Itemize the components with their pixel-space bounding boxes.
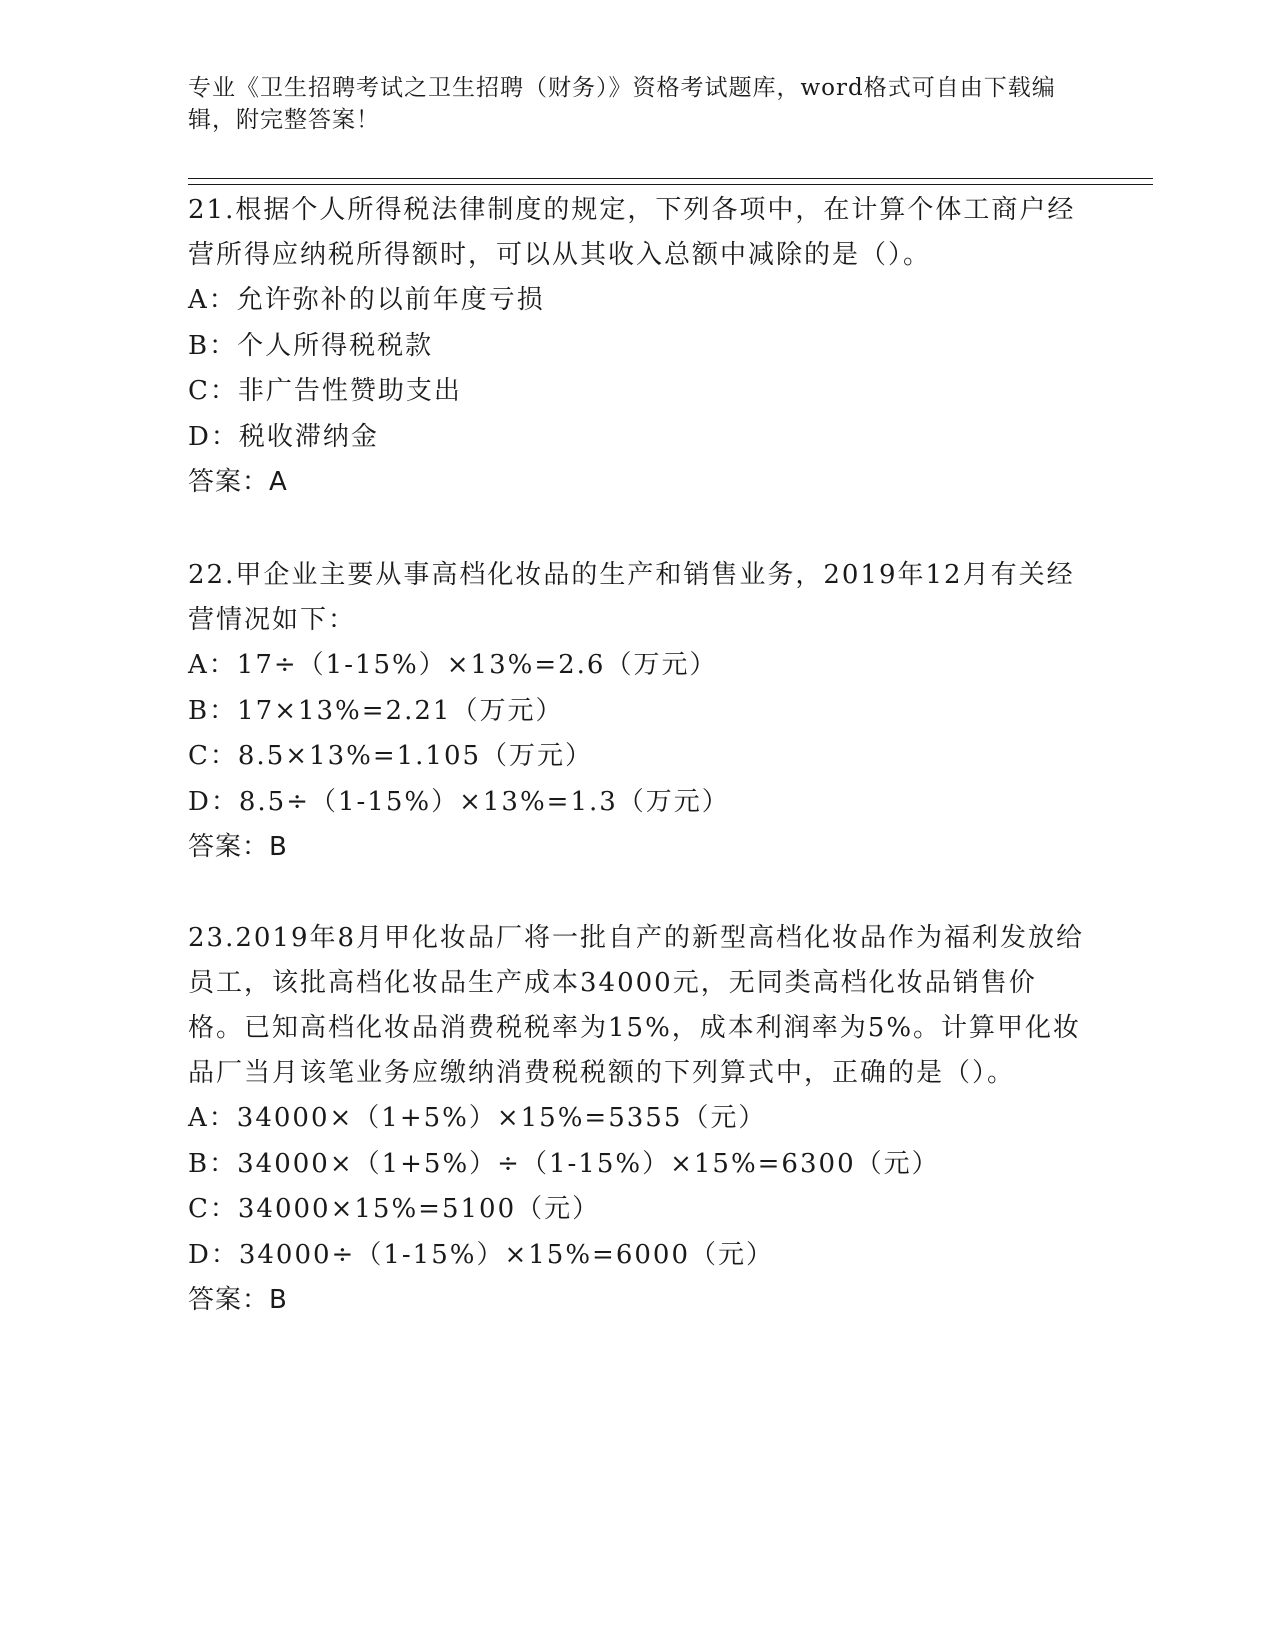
question-stem: 22.甲企业主要从事高档化妆品的生产和销售业务，2019年12月有关经营情况如下：	[188, 560, 1075, 635]
document-header: 专业《卫生招聘考试之卫生招聘（财务）》资格考试题库，word格式可自由下载编辑，附完整答案！	[188, 75, 1056, 133]
option-a: A：34000×（1+5%）×15%=5355（元）	[188, 1103, 767, 1133]
option-b: B：34000×（1+5%）÷（1-15%）×15%=6300（元）	[188, 1148, 940, 1179]
header-divider-bottom	[188, 184, 1153, 185]
option-c: C：非广告性赞助支出	[188, 376, 462, 406]
question-stem: 23.2019年8月甲化妆品厂将一批自产的新型高档化妆品作为福利发放给员工，该批高档化妆品生产成本34000元，无同类高档化妆品销售价格。已知高档化妆品消费税税率为15%，成本利润率为5%。计算甲化妆品厂当月该笔业务应缴纳消费税税额的下列算式中，正确的是（）。	[188, 923, 1085, 1088]
answer-text: 答案：B	[188, 832, 288, 862]
option-a: A：17÷（1-15%）×13%=2.6（万元）	[188, 650, 718, 680]
header-divider-top	[188, 178, 1153, 179]
option-c: C：34000×15%=5100（元）	[188, 1194, 601, 1224]
answer-text: 答案：B	[188, 1285, 288, 1315]
option-d: D：8.5÷（1-15%）×13%=1.3（万元）	[188, 786, 730, 817]
question-21	[188, 188, 1088, 505]
option-b: B：17×13%=2.21（万元）	[188, 695, 564, 726]
option-d: D：税收滞纳金	[188, 421, 379, 452]
question-stem: 21.根据个人所得税法律制度的规定，下列各项中，在计算个体工商户经营所得应纳税所得额时，可以从其收入总额中减除的是（）。	[188, 195, 1076, 270]
question-22	[188, 553, 1088, 870]
option-d: D：34000÷（1-15%）×15%=6000（元）	[188, 1239, 774, 1270]
question-23	[188, 916, 1088, 1323]
option-b: B：个人所得税税款	[188, 330, 434, 361]
option-c: C：8.5×13%=1.105（万元）	[188, 741, 594, 771]
answer-text: 答案：A	[188, 467, 288, 497]
option-a: A：允许弥补的以前年度亏损	[188, 285, 545, 315]
